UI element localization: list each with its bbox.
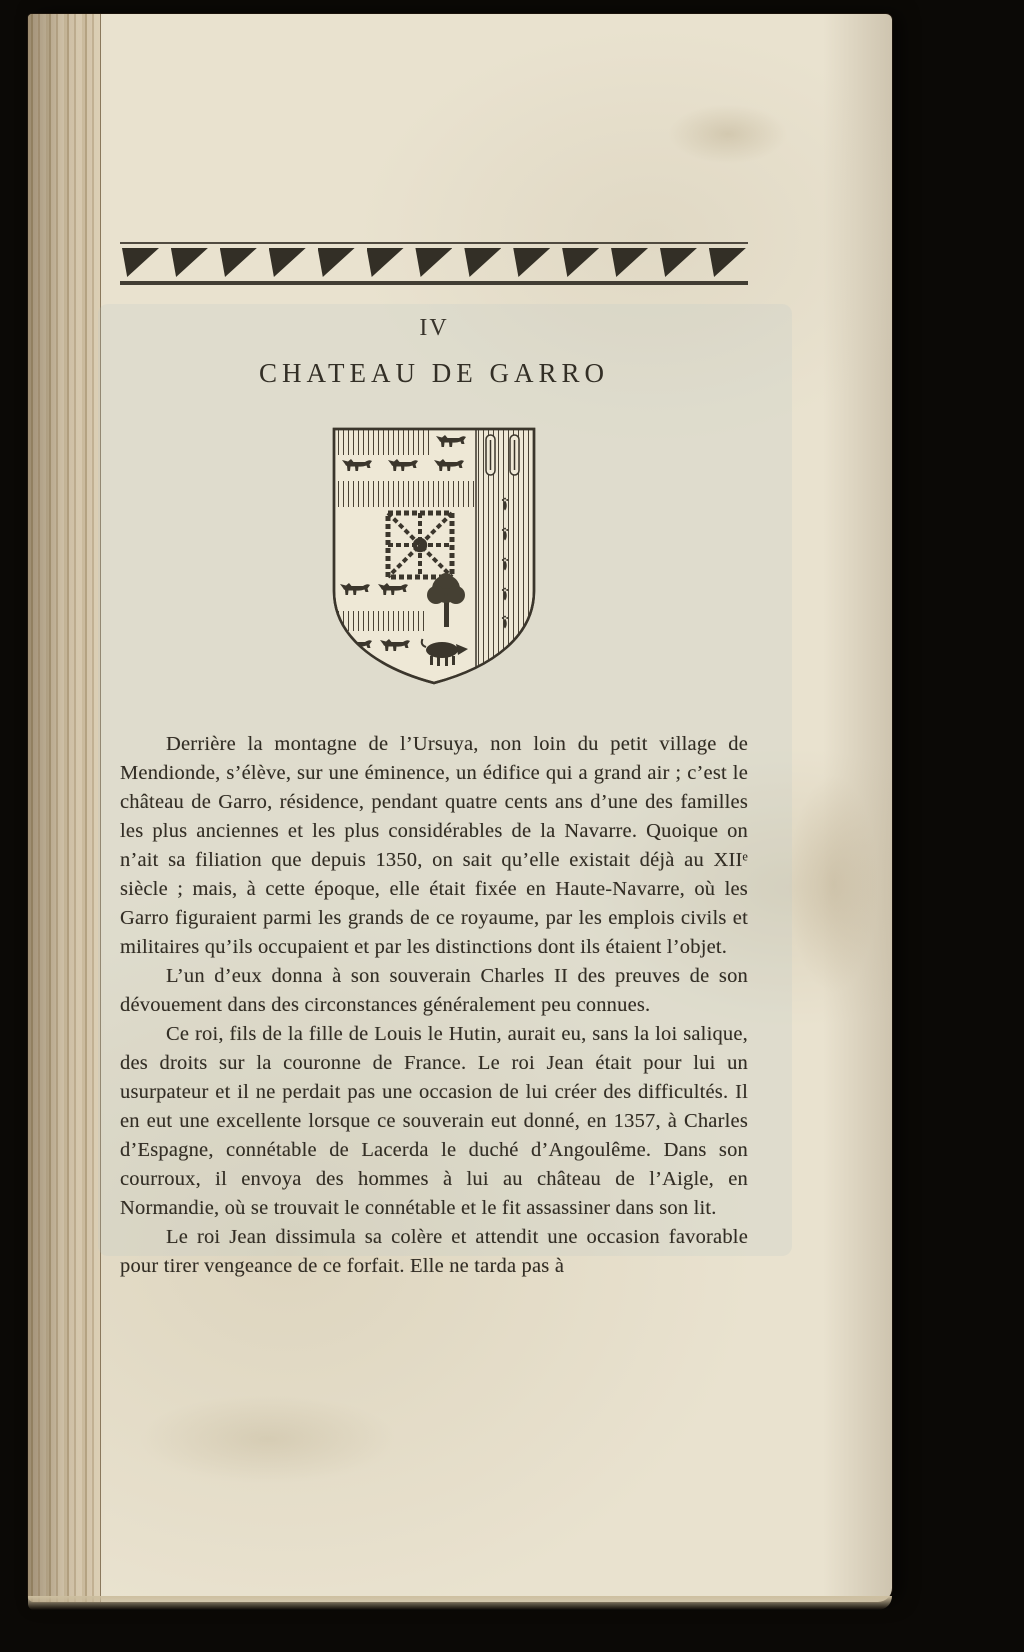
printed-content <box>120 14 748 1281</box>
chapter-title: CHATEAU DE GARRO <box>259 358 609 388</box>
paragraph: Le roi Jean dissimula sa colère et attendit une occasion favorable pour tirer vengeance de ce forfait. Elle ne tarda pas à <box>120 1226 748 1277</box>
chapter-number: IV <box>419 315 449 341</box>
pennant-triangle-icon <box>269 248 306 277</box>
pennant-triangle-icon <box>464 248 501 277</box>
pennant-triangle-icon <box>709 248 746 277</box>
paper-stain <box>138 1394 398 1484</box>
page <box>28 14 892 1602</box>
pennant-triangle-icon <box>415 248 452 277</box>
pennant-triangle-icon <box>611 248 648 277</box>
paper-stain <box>788 774 878 994</box>
paragraph: Derrière la montagne de l’Ursuya, non loin du petit village de Mendionde, s’élève, sur une éminence, un édifice qui a grand air ; c’est le château de Garro, résidence, pendant quatre cents ans d’une des familles les plus anciennes et les plus considérables de la Navarre. Quoique on n’ait sa filiation que depuis 1350, on sait qu’elle existait déjà au XIIᵉ siècle ; mais, à cette époque, elle était fixée en Haute-Navarre, où les Garro figuraient parmi les grands de ce royaume, par les emplois civils et militaires qu’ils occupaient et par les distinctions dont ils étaient l’objet. <box>120 733 748 958</box>
ermine-pale <box>476 429 534 683</box>
coat-of-arms-illustration <box>326 423 542 691</box>
body-text <box>120 730 748 1281</box>
pennant-triangle-icon <box>367 248 404 277</box>
pennant-triangle-icon <box>171 248 208 277</box>
pennant-triangle-icon <box>513 248 550 277</box>
page-edges <box>28 14 101 1602</box>
paragraph: L’un d’eux donna à son souverain Charles II des preuves de son dévouement dans des circonstances généralement peu connues. <box>120 965 748 1016</box>
pennant-triangle-icon <box>220 248 257 277</box>
ornament-rule-bottom <box>120 281 748 285</box>
ornament-rule-top <box>120 242 748 244</box>
ornament-band <box>120 242 748 285</box>
pennant-triangle-icon <box>562 248 599 277</box>
pennant-triangle-icon <box>660 248 697 277</box>
pennant-triangle-icon <box>122 248 159 277</box>
paragraph: Ce roi, fils de la fille de Louis le Hutin, aurait eu, sans la loi salique, des droits sur la couronne de France. Le roi Jean était pour lui un usurpateur et il ne perdait pas une occasion de lui créer des difficultés. Il en eut une excellente lorsque ce souverain eut donné, en 1357, à Charles d’Espagne, connétable de Lacerda le duché d’Angoulême. Dans son courroux, il envoya des hommes à lui au château de l’Aigle, en Normandie, où se trouvait le connétable et le fit assassiner dans son lit. <box>120 1023 748 1219</box>
pennant-row <box>120 244 748 281</box>
pennant-triangle-icon <box>318 248 355 277</box>
